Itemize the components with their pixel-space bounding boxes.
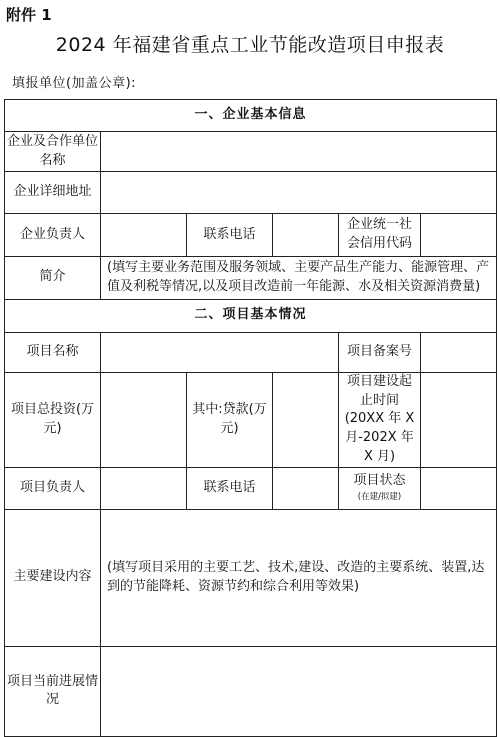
section2-title: 二、项目基本情况: [5, 299, 497, 332]
total-investment-label: 项目总投资(万元): [5, 372, 101, 467]
progress-row: [5, 646, 497, 736]
company-intro-label: 简介: [5, 257, 101, 300]
construction-content-row: [5, 509, 497, 646]
investment-row: [5, 372, 497, 467]
company-name-field[interactable]: [101, 132, 497, 172]
section2-header-row: [5, 299, 497, 332]
project-status-hint: (在建/拟建): [357, 492, 402, 503]
project-name-label: 项目名称: [5, 332, 101, 372]
progress-label: 项目当前进展情况: [5, 646, 101, 736]
project-leader-field[interactable]: [101, 467, 187, 509]
construction-content-field[interactable]: (填写项目采用的主要工艺、技术,建设、改造的主要系统、装置,达到的节能降耗、资源节约和综合利用等效果): [101, 509, 497, 646]
company-address-field[interactable]: [101, 172, 497, 214]
section1-title: 一、企业基本信息: [5, 100, 497, 132]
project-phone-label: 联系电话: [187, 467, 273, 509]
project-name-field[interactable]: [101, 332, 339, 372]
fill-unit-label: 填报单位(加盖公章):: [12, 76, 137, 91]
company-leader-label: 企业负责人: [5, 214, 101, 257]
project-name-row: [5, 332, 497, 372]
company-intro-field[interactable]: (填写主要业务范围及服务领域、主要产品生产能力、能源管理、产值及利税等情况,以及项目改造前一年能源、水及相关资源消费量): [101, 257, 497, 300]
project-status-title: 项目状态: [353, 473, 406, 489]
project-leader-label: 项目负责人: [5, 467, 101, 509]
project-record-label: 项目备案号: [339, 332, 421, 372]
construction-content-label: 主要建设内容: [5, 509, 101, 646]
company-leader-field[interactable]: [101, 214, 187, 257]
project-record-field[interactable]: [421, 332, 497, 372]
attachment-label: 附件 1: [6, 6, 52, 24]
project-status-field[interactable]: [421, 467, 497, 509]
construction-period-field[interactable]: [421, 372, 497, 467]
credit-code-label: 企业统一社会信用代码: [339, 214, 421, 257]
company-intro-row: [5, 257, 497, 300]
progress-field[interactable]: [101, 646, 497, 736]
company-leader-row: [5, 214, 497, 257]
company-phone-label: 联系电话: [187, 214, 273, 257]
company-name-row: [5, 132, 497, 172]
total-investment-field[interactable]: [101, 372, 187, 467]
construction-period-label: 项目建设起止时间(20XX 年 X 月-202X 年 X 月): [339, 372, 421, 467]
project-phone-field[interactable]: [273, 467, 339, 509]
company-address-row: [5, 172, 497, 214]
section1-header-row: [5, 100, 497, 132]
application-form-table: [4, 99, 497, 737]
project-leader-row: [5, 467, 497, 509]
page-title: 2024 年福建省重点工业节能改造项目申报表: [55, 34, 445, 56]
company-phone-field[interactable]: [273, 214, 339, 257]
loan-field[interactable]: [273, 372, 339, 467]
credit-code-field[interactable]: [421, 214, 497, 257]
company-address-label: 企业详细地址: [5, 172, 101, 214]
company-name-label: 企业及合作单位名称: [5, 132, 101, 172]
project-status-label: [339, 467, 421, 509]
loan-label: 其中:贷款(万元): [187, 372, 273, 467]
